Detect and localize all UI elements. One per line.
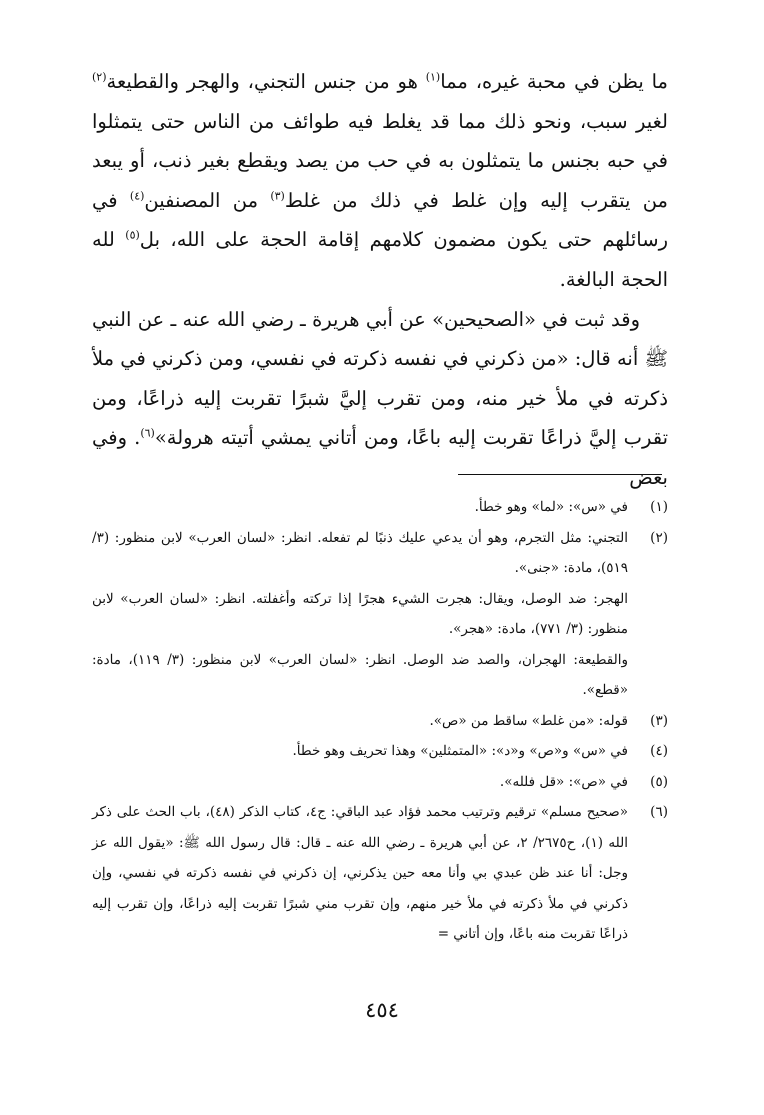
footnote-text: والقطيعة: الهجران، والصد ضد الوصل. انظر: «لسان العرب» لابن منظور: (٣/ ١١٩)، مادة: «قطع».	[92, 651, 628, 698]
footnote-marker: (٢)	[92, 70, 107, 84]
text-run: وقد ثبت في «الصحيحين» عن أبي هريرة ـ رضي الله عنه ـ عن النبي ﷺ أنه قال: «من ذكرني في نفسه ذكرته في نفسي، ومن ذكرني في ملأ ذكرته في ملأ خير منه، ومن تقرب إليَّ شبرًا تقربت إليه ذراعًا، ومن تقرب إليَّ ذراعًا تقربت إليه باعًا، ومن أتاني يمشي أتيته هرولة»	[92, 307, 669, 450]
footnote-marker: (١)	[425, 70, 441, 84]
footnote	[92, 736, 668, 767]
body-paragraph	[92, 62, 668, 300]
footnote	[92, 706, 668, 737]
main-text	[92, 62, 668, 498]
footnote	[92, 797, 668, 950]
footnote	[92, 523, 668, 706]
footnote-text: في «س» و«ص» و«د»: «المتمثلين» وهذا تحريف وهو خطأ.	[292, 743, 628, 759]
footnote-text: «صحيح مسلم» ترقيم وترتيب محمد فؤاد عبد الباقي: ج٤، كتاب الذكر (٤٨)، باب الحث على ذكر الله (١)، ح٢٦٧٥/ ٢، عن أبي هريرة ـ رضي الله عنه ـ قال: قال رسول الله ﷺ: «يقول الله عز وجل: أنا عند ظن عبدي بي وأنا معه حين يذكرني، إن ذكرني في نفسه ذكرته في نفسي، وإن ذكرني في ملأ ذكرته في ملأ خير منهم، وإن تقرب مني شبرًا تقربت إليه ذراعًا، وإن تقرب إليه ذراعًا تقربت منه باعًا، وإن أتاني =	[92, 804, 628, 942]
footnote-text: في «س»: «لما» وهو خطأ.	[474, 499, 628, 515]
footnote-text: التجني: مثل التجرم، وهو أن يدعي عليك ذنبًا لم تفعله. انظر: «لسان العرب» لابن منظور: (٣/ ٥١٩)، مادة: «جنى».	[92, 529, 628, 576]
footnote-text: في «ص»: «قل فلله».	[499, 773, 628, 790]
footnote-text: الهجر: ضد الوصل، ويقال: هجرت الشيء هجرًا إذا تركته وأغفلته. انظر: «لسان العرب» لابن منظور: (٣/ ٧٧١)، مادة: «هجر».	[92, 590, 628, 637]
footnote-marker: (٦)	[140, 426, 155, 440]
text-run: . وفي بعض	[92, 426, 668, 489]
footnote-number: (٥)	[650, 773, 668, 790]
footnote-body	[92, 767, 628, 798]
text-run: هو من جنس التجني، والهجر والقطيعة	[106, 70, 426, 93]
page-number: ٤٥٤	[365, 998, 399, 1022]
footnote-body	[92, 736, 628, 767]
footnote-body	[92, 797, 628, 950]
text-run: ما يظن في محبة غيره، مما	[440, 70, 668, 93]
footnote-number: (٢)	[650, 529, 668, 546]
footnote-marker: (٤)	[129, 189, 145, 203]
footnotes	[92, 492, 668, 950]
footnote-body	[92, 492, 628, 523]
footnote	[92, 767, 668, 798]
footnote-number: (٣)	[650, 712, 668, 729]
footnote-number: (٦)	[650, 804, 668, 820]
text-run: في رسائلهم حتى يكون مضمون كلامهم إقامة الحجة على الله، بل	[92, 188, 668, 252]
footnote-number: (٤)	[650, 743, 668, 759]
footnote-text: قوله: «من غلط» ساقط من «ص».	[429, 712, 628, 729]
footnote-body	[92, 706, 628, 737]
footnote	[92, 492, 668, 523]
footnote-marker: (٣)	[270, 189, 285, 203]
text-run: من المصنفين	[144, 188, 271, 212]
text-run: لغير سبب، ونحو ذلك مما قد يغلط فيه طوائف من الناس حتى يتمثلوا في حبه بجنس ما يتمثلون به في حب من يصد ويقطع بغير ذنب، أو يبعد من يتقرب إليه وإن غلط في ذلك من غلط	[92, 109, 668, 212]
footnote-marker: (٥)	[125, 228, 140, 242]
footnote-separator	[458, 474, 662, 475]
text-run: لله الحجة البالغة.	[92, 228, 668, 291]
body-paragraph	[92, 300, 668, 498]
footnote-number: (١)	[650, 499, 668, 515]
footnote-body	[92, 523, 628, 706]
